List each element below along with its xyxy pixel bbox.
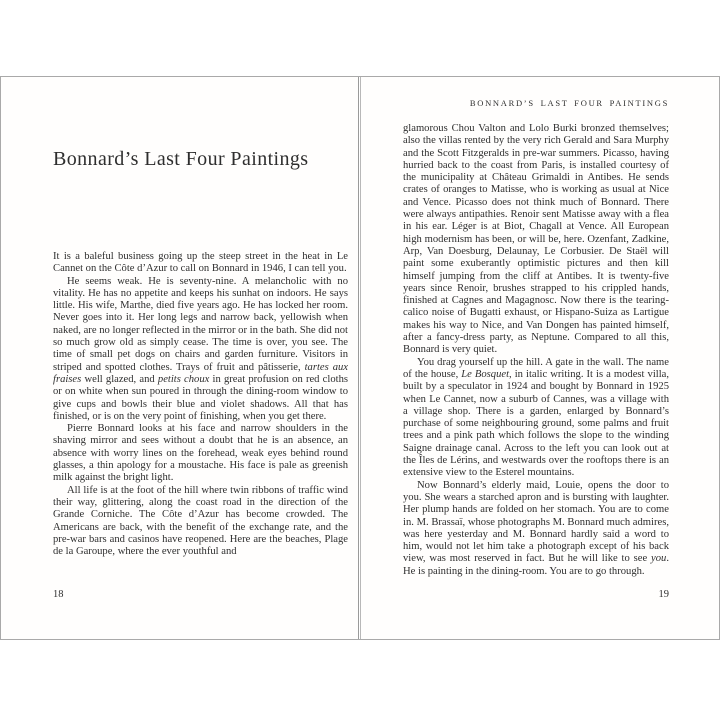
- running-header: BONNARD’S LAST FOUR PAINTINGS: [469, 98, 669, 108]
- text-segment: well glazed, and: [81, 373, 158, 385]
- italic-text-segment: Le Bosquet: [461, 368, 510, 380]
- text-segment: glamorous Chou Valton and Lolo Burki bronzed themselves; also the villas rented by the very rich Gerald and Sara Murphy and the Scott Fitzgeralds in pre-war summers. Picasso, having hurried back to the coast from Paris, is installed courtesy of the municipality at Château Grimaldi in Antibes. He sends crates of oranges to Matisse, who is working as usual at Nice and Vence. Picasso does not think much of Bonnard. There were always antipathies. Renoir sent Matisse away with a flea in his ear. Léger is at Biot, Chagall at Vence. All European high modernism has been, or will be, here. Ozenfant, Zadkine, Arp, Van Doesburg, Delaunay, Le Corbusier. De Staël will paint some exuberantly optimistic pictures and then kill himself jumping from the cliff at Antibes. It is twenty-five years since Renoir, brushes strapped to his crippled hands, finished at Cagnes and Magagnosc. Now there is the tearing-calico noise of Bugatti exhaust, or Hispano-Suiza as Lartigue makes his way to Nice, and Van Dongen has painted himself, after a fancy-dress party, as Neptune. Compared to all this, Bonnard is very quiet.: [403, 123, 669, 356]
- text-segment: , in italic writing. It is a modest villa, built by a speculator in 1924 and bought by Bonnard in 1925 when Le Cannet, now a suburb of Cannes, was a village with a village shop. There is a garden, enlarged by Bonnard’s purchase of some neighbouring ground, some palms and fruit trees and a pink path which follows the slope to the winding Saigne drainage canal. Across to the left you can look out at the Îles de Lérins, and westwards over the rooftops there is an extensive view to the Esterel mountains.: [403, 368, 669, 479]
- page-number-right: 19: [658, 589, 669, 600]
- left-page-body-text: [53, 251, 348, 558]
- paragraph: [403, 480, 669, 578]
- page-number-left: 18: [53, 589, 64, 600]
- italic-text-segment: you: [651, 553, 667, 565]
- text-segment: He seems weak. He is seventy-nine. A melancholic with no vitality. He has no appetite and keeps his sunhat on indoors. He says little. His wife, Marthe, died five years ago. He has locked her room. Never goes into it. Her long legs and narrow back, yellowish when naked, are no longer reflected in the mirror or in the bath. She did not so much grow old as simply cease. The time is over, you see. The time of small pet dogs on chairs and garden furniture. Visitors in striped and spotted clothes. Trays of fruit and pâtisserie,: [53, 275, 348, 373]
- text-segment: in great profusion on red cloths or on white when sun poured in through the dining-room window to give cups and bowls their blue and violet shadows. All that has finished, or is on the very point of finishing, when you get there.: [53, 373, 348, 422]
- text-segment: Pierre Bonnard looks at his face and narrow shoulders in the shaving mirror and sees without a doubt that he is an absence, an absence with worry lines on the forehead, weak eyes behind round glasses, a thin apology for a moustache. His face is pale as greenish milk against the bright light.: [53, 423, 348, 484]
- italic-text-segment: tartes aux fraises: [53, 361, 348, 385]
- paragraph: [53, 485, 348, 559]
- right-page: [362, 77, 719, 639]
- paragraph: [403, 123, 669, 357]
- text-segment: . He is painting in the dining-room. You are to go through.: [403, 553, 669, 577]
- left-page: [1, 77, 359, 639]
- paragraph: [53, 423, 348, 484]
- text-segment: It is a baleful business going up the steep street in the heat in Le Cannet on the Côte d’Azur to call on Bonnard in 1946, I can tell you.: [53, 251, 348, 275]
- text-segment: You drag yourself up the hill. A gate in the wall. The name of the house,: [403, 356, 669, 380]
- text-segment: Now Bonnard’s elderly maid, Louie, opens the door to you. She wears a starched apron and is bursting with laughter. Her plump hands are folded on her stomach. You are to come in. M. Brassaï, whose photographs M. Bonnard much admires, was here yesterday and M. Bonnard hardly said a word to him, would not let him take a photograph except of his back view, was most reserved in fact. But he will like to see: [403, 479, 669, 565]
- text-segment: All life is at the foot of the hill where twin ribbons of traffic wind their way, glittering, along the coast road in the direction of the Grande Corniche. The Côte d’Azur has become crowded. The Americans are back, with the benefit of the exchange rate, and the pre-war bars and casinos have reopened. Here are the beaches, Plage de la Garoupe, where the ever youthful and: [53, 484, 348, 558]
- spine-divider: [358, 77, 361, 639]
- paragraph: [53, 276, 348, 424]
- paragraph: [403, 357, 669, 480]
- italic-text-segment: petits choux: [157, 373, 210, 385]
- paragraph: [53, 251, 348, 276]
- right-page-body-text: [403, 123, 669, 578]
- chapter-title: Bonnard’s Last Four Paintings: [53, 148, 309, 170]
- book-spread: [0, 76, 720, 640]
